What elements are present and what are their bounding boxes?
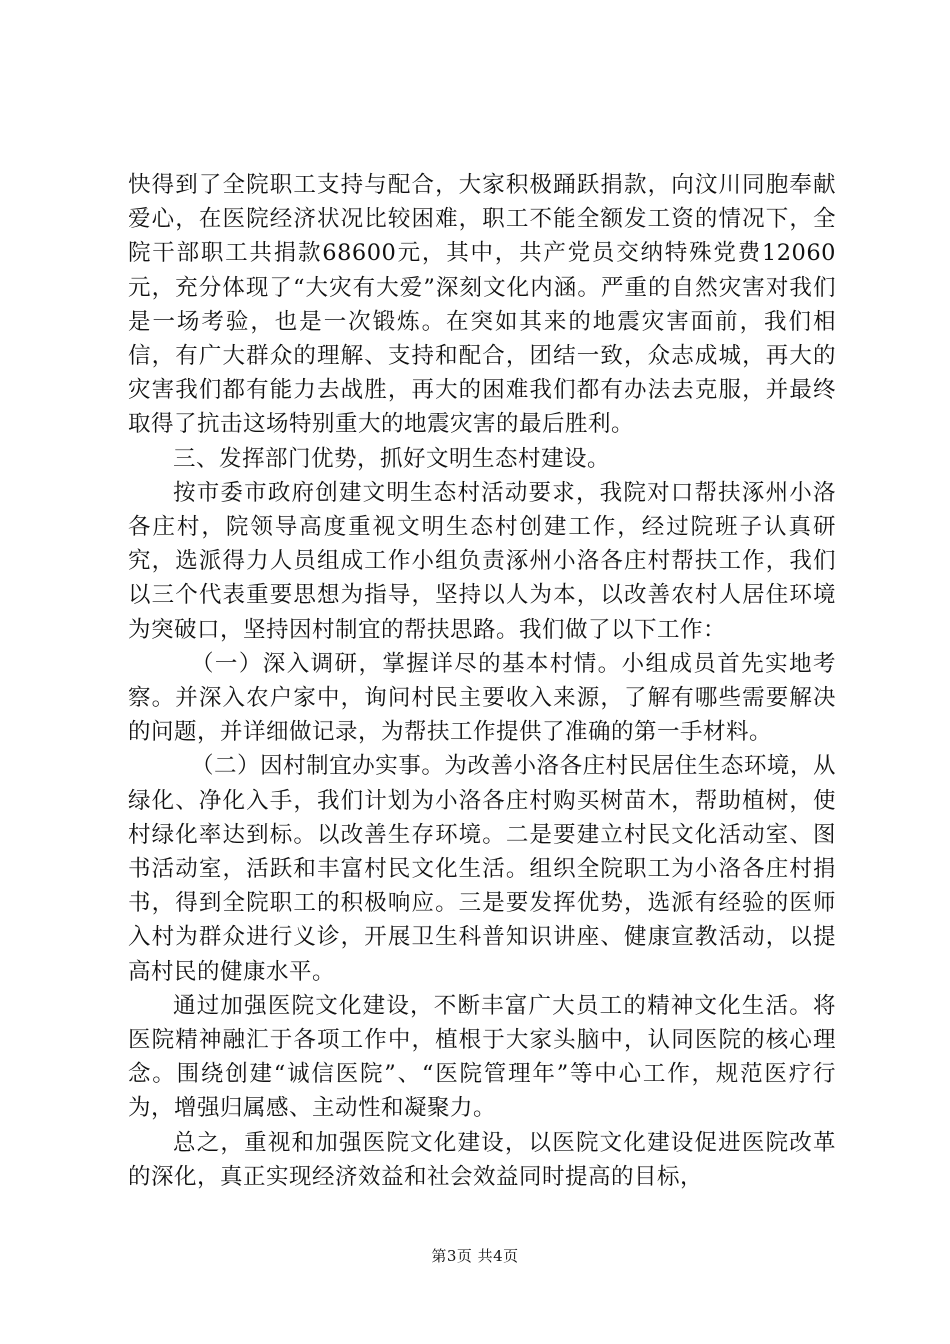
section-heading-three: 三、发挥部门优势，抓好文明生态村建设。 — [173, 445, 611, 472]
page-footer: 第3页 共4页 — [431, 1247, 519, 1265]
paragraph-village-intro: 按市委市政府创建文明生态村活动要求，我院对口帮扶涿州小洛各庄村，院领导高度重视文明生态村创建工作，经过院班子认真研究，选派得力人员组成工作小组负责涿州小洛各庄村帮扶工作，我们以三个代表重要思想为指导，坚持以人为本，以改善农村人居住环境为突破口，坚持因村制宜的帮扶思路。我们做了以下工作： — [128, 479, 836, 643]
document-body — [128, 168, 836, 1194]
paragraph-conclusion: 总之，重视和加强医院文化建设，以医院文化建设促进医院改革的深化，真正实现经济效益和社会效益同时提高的目标， — [128, 1129, 836, 1190]
paragraph-item-two: （二）因村制宜办实事。为改善小洛各庄村民居住生态环境，从绿化、净化入手，我们计划为小洛各庄村购买树苗木，帮助植树，使村绿化率达到标。以改善生存环境。二是要建立村民文化活动室、图书活动室，活跃和丰富村民文化生活。组织全院职工为小洛各庄村捐书，得到全院职工的积极响应。三是要发挥优势，选派有经验的医师入村为群众进行义诊，开展卫生科普知识讲座、健康宣教活动，以提高村民的健康水平。 — [128, 753, 836, 985]
paragraph-culture: 通过加强医院文化建设，不断丰富广大员工的精神文化生活。将医院精神融汇于各项工作中，植根于大家头脑中，认同医院的核心理念。围绕创建“诚信医院”、“医院管理年”等中心工作，规范医疗行为，增强归属感、主动性和凝聚力。 — [128, 992, 836, 1122]
paragraph-item-one: （一）深入调研，掌握详尽的基本村情。小组成员首先实地考察。并深入农户家中，询问村民主要收入来源，了解有哪些需要解决的问题，并详细做记录，为帮扶工作提供了准确的第一手材料。 — [128, 650, 836, 746]
paragraph-donation: 快得到了全院职工支持与配合，大家积极踊跃捐款，向汶川同胞奉献爱心，在医院经济状况比较困难，职工不能全额发工资的情况下，全院干部职工共捐款68600元，其中，共产党员交纳特殊党费12060元，充分体现了“大灾有大爱”深刻文化内涵。严重的自然灾害对我们是一场考验，也是一次锻炼。在突如其来的地震灾害面前，我们相信，有广大群众的理解、支持和配合，团结一致，众志成城，再大的灾害我们都有能力去战胜，再大的困难我们都有办法去克服，并最终取得了抗击这场特别重大的地震灾害的最后胜利。 — [128, 172, 836, 438]
